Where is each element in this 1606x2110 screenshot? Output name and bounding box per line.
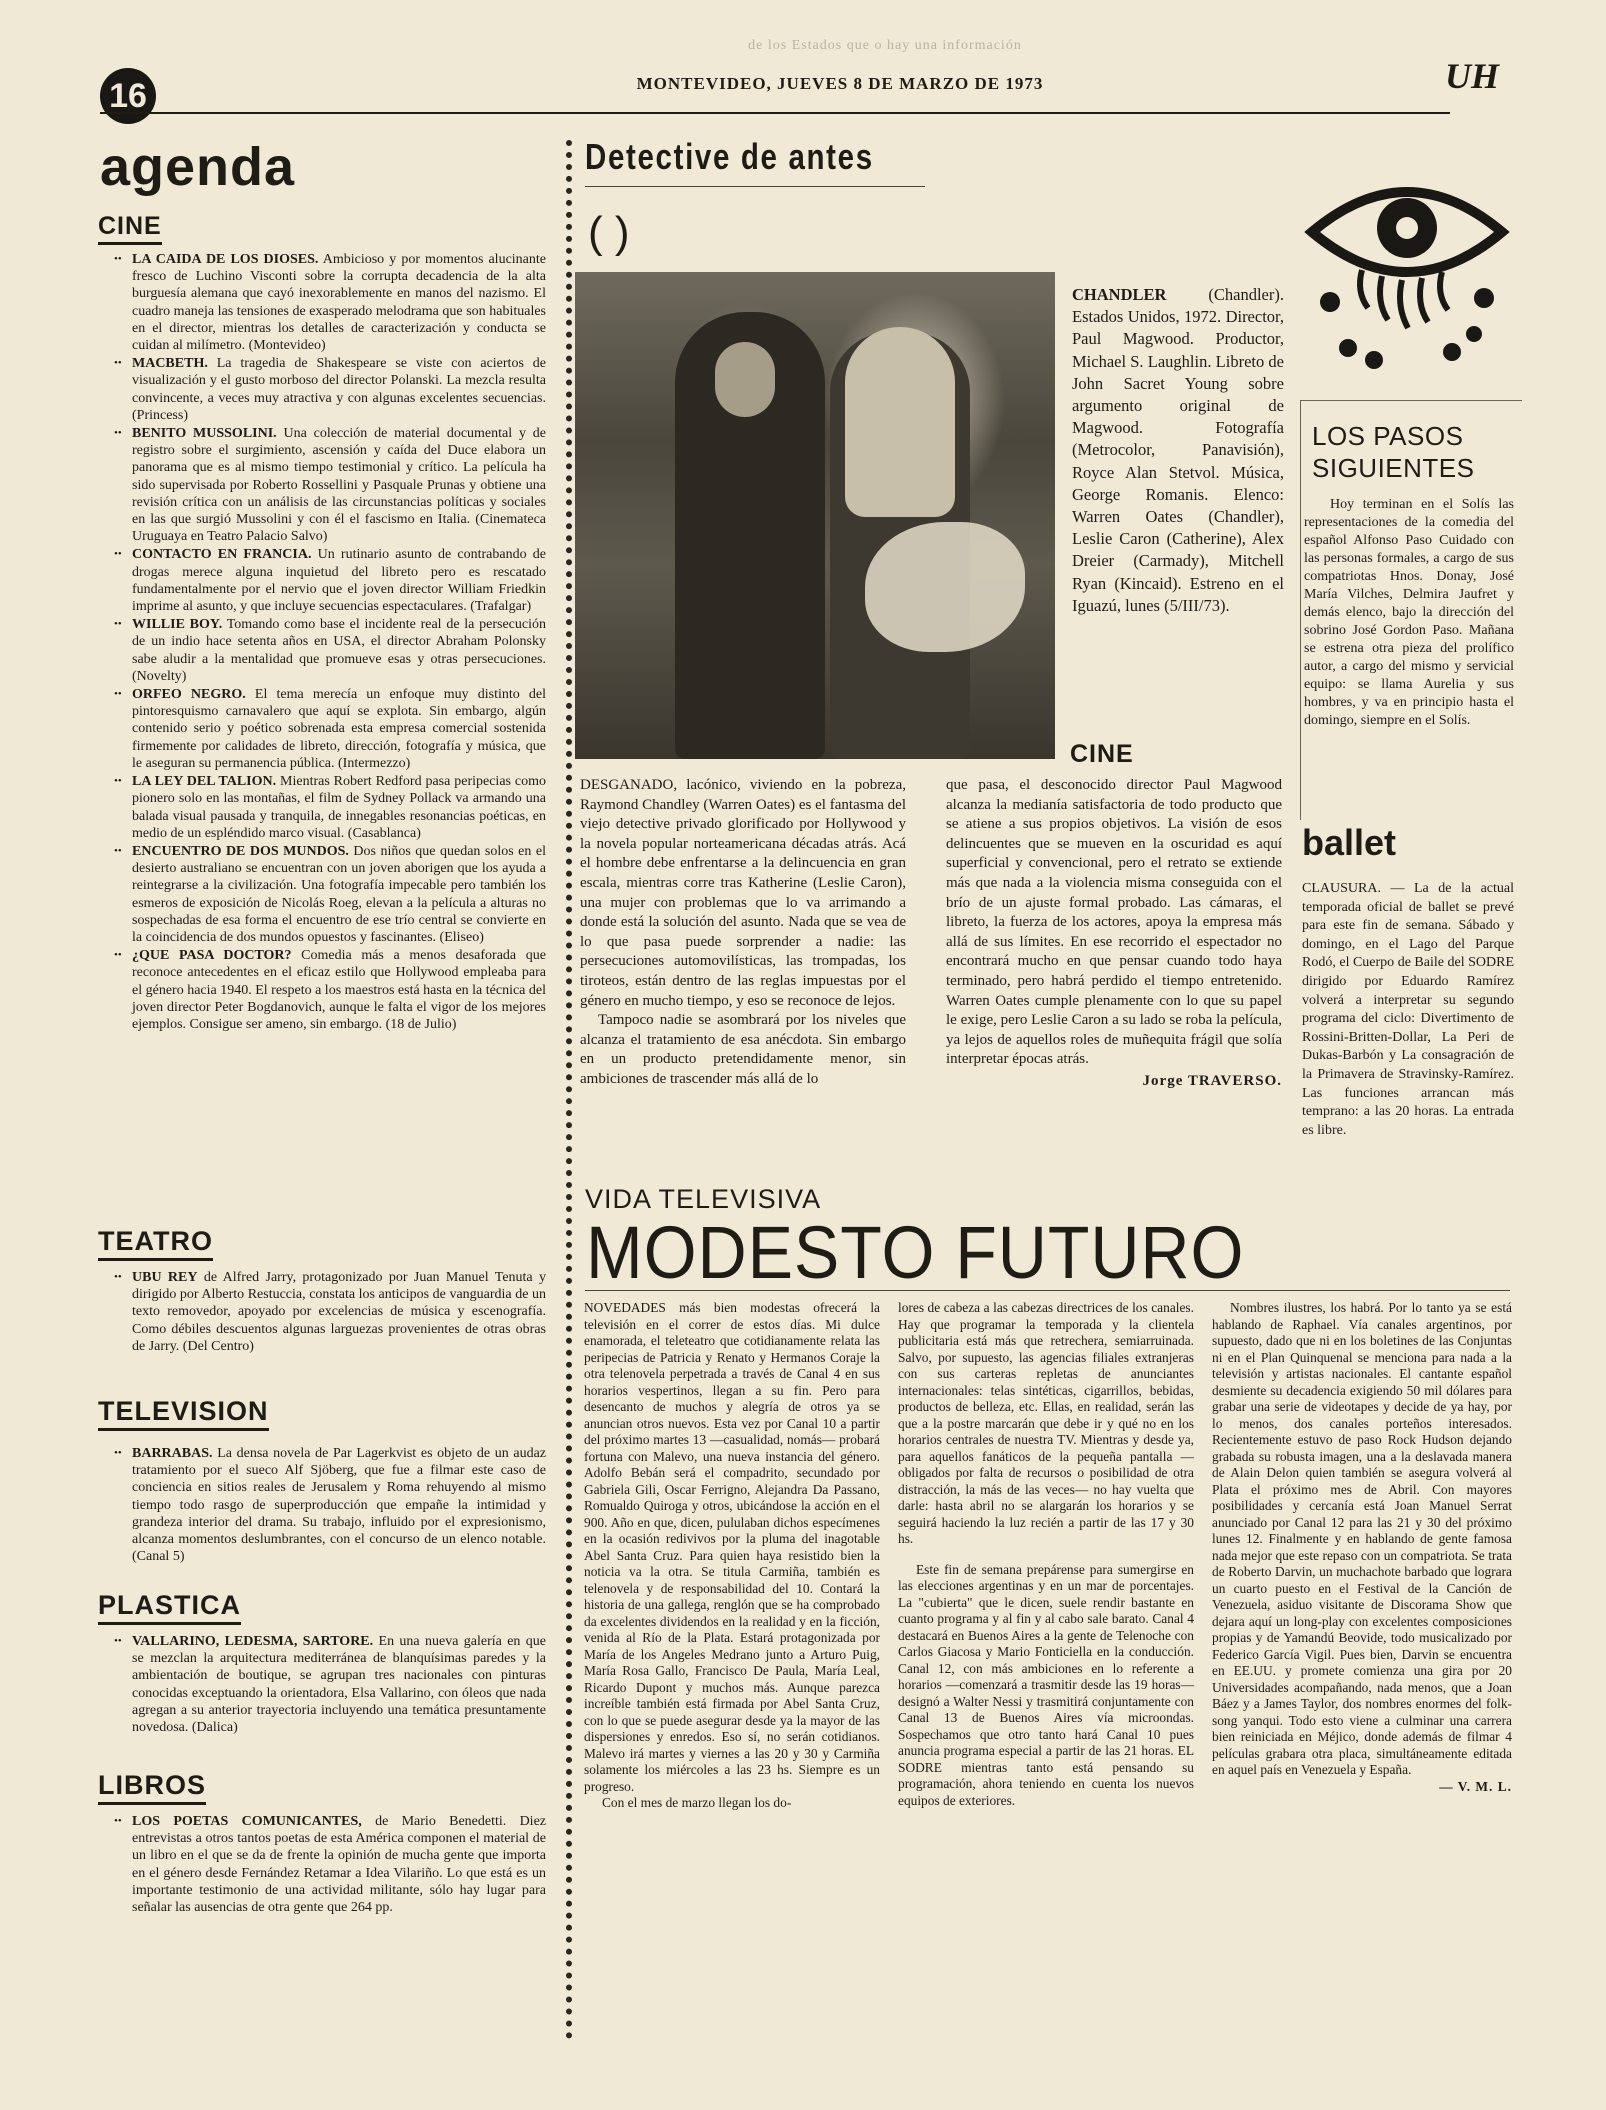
detective-title: Detective de antes [585,136,874,177]
cine-item: •• ENCUENTRO DE DOS MUNDOS. Dos niños que quedan solos en el desierto australiano se encuentran con un joven aborigen que los ayuda a reintegrarse a la civilización. Una fotografía impecable pero también los esmeros de exposición de Nicolás Roeg, elevan a la película a alturas no sospechadas de esa forma el encuentro de ese trío central se convierte en la coincidencia de dos mundos opuestos y fascinantes. (Eliseo) [110,843,546,946]
dateline: MONTEVIDEO, JUEVES 8 DE MARZO DE 1973 [636,74,1044,93]
eye-illustration-icon [1302,162,1512,372]
headline-rule [585,1290,1510,1291]
libros-section [98,1770,546,1917]
newspaper-logo: UH [1445,56,1499,96]
review-column-1 [580,776,906,1090]
vida-paragraph: Con el mes de marzo llegan los do- [602,1795,792,1810]
ballet-title: ballet [1302,822,1397,863]
review-column-2 [946,776,1282,1092]
ballet-text: CLAUSURA. — La de la actual temporada oficial de ballet se prevé para este fin de semana. Sábado y domingo, en el Lago del Parque Rodó, el Cuerpo de Baile del SODRE dirigido por Eduardo Ramírez volverá a interpretar su segundo programa del ciclo: Divertimento de Rossini-Britten-Dollar, La Peri de Dukas-Barbón y La consagración de la Primavera de Stravinsky-Ramírez. Las funciones arrancan más temprano: a las 20 horas. La entrada es libre. [1302,881,1514,1138]
plastica-section [98,1590,546,1737]
vida-paragraph: lores de cabeza a las cabezas directrices de los canales. Hay que programar la temporada y la clientela publicitaria está más que retrechera, semiarruinada. Salvo, por supuesto, las agencias filiales extranjeras con sus carteras repletas de anunciantes internacionales: telas sintéticas, cigarrillos, bebidas, productos de belleza, etc. Ellas, en realidad, serán las que a la postre marcarán que debe ir y qué no en los horarios centrales de nuestra TV. Mientras y desde ya, para aquellos fanáticos de la pequeña pantalla —obligados por falta de recursos o posibilidad de otra distracción, la más de las veces— no hay vuelta que darle: hasta abril no se alargarán los horarios y se seguirá haciendo la luz recién a partir de las 17 y 30 hs. [898,1300,1194,1546]
vida-televisiva-label: VIDA TELEVISIVA [585,1184,822,1214]
cine-item: •• CONTACTO EN FRANCIA. Un rutinario asunto de contrabando de drogas merece alguna inquietud del libreto pero es rescatado fundamentalmente por el nervio que el joven director William Friedkin imprime al asunto, y que incluye secuencias espectaculares. (Trafalgar) [110,546,546,615]
pasos-title-line: SIGUIENTES [1312,453,1475,483]
pasos-text: Hoy terminan en el Solís las representaciones de la comedia del español Alfonso Paso Cuidado con las personas formales, a cargo de sus compatriotas Hnos. Donay, José María Vilches, Delmira Jaufret y demás elenco, bajo la dirección del sobrino José Gordon Paso. Mañana se estrena otra pieza del prolífico autor, a cargo del mismo y servicial equipo: se llama Aurelia y sus hombres, y va en principio hasta el domingo, siempre en el Solís. [1304,497,1514,728]
vida-column-1 [584,1300,880,1812]
film-still-photo [575,272,1055,759]
teatro-item: •• UBU REY de Alfred Jarry, protagonizado por Juan Manuel Tenuta y dirigido por Alberto Restuccia, constata los anticipos de vanguardia de un texto removedor, apoyado por excelencias de música y escenografía. Como débiles descuentos algunas larguezas provenientes de otras obras de Jarry. (Del Centro) [110,1269,546,1355]
cine-review-heading: CINE [1070,740,1134,768]
page-number-badge: 16 [100,68,156,124]
vida-paragraph: Nombres ilustres, los habrá. Por lo tanto ya se está hablando de Raphael. Vía canales argentinos, por supuesto, dado que ni en los boletines de las Conjuntas ni en el Plan Quinquenal se menciona para nada a la televisión y artistas nacionales. El cantante español desmiente su decadencia exigiendo 50 mil dólares para grabar una serie de videotapes y decide de ya hay, por lo menos, dos canales porteños interesados. Recientemente estuvo de paso Rock Hudson dejando grabada su robusta imagen, una a la deslavada manera de Alain Delon quien también se asegura volverá al Plata el próximo mes de Abril. Con mayores posibilidades y cercanía está Joan Manuel Serrat anunciado por Canal 12 para las 21 y 30 del próximo lunes 12. Finalmente y en hablando de gente famosa nada mejor que este repaso con un compatriota. Se trata de Roberto Darvin, un muchachote barbado que lograra un cuarto puesto en el Festival de la Canción de Venezuela, asiduo visitante de Discorama Show que dejara aquí un long-play con excelentes composiciones propias y de Yamandú Beovide, todo musicalizado por Federico García Vigil. Pues bien, Darvin se encuentra en EE.UU. y promete comienza una gira por 20 Universidades acompañando, nada menos, que a Joan Báez y a James Taylor, dos nombres enormes del folk-song yanqui. Todo esto viene a culminar una carrera bien reiniciada en Méjico, donde además de filmar 4 películas grabara otra placa, simultáneamente editada en aquel país en Venezuela y España. [1212,1300,1512,1777]
cine-item: •• ¿QUE PASA DOCTOR? Comedia más a menos desaforada que reconoce antecedentes en el eficaz estilo que Hollywood empleaba para el género hacia 1940. El respeto a los maestros está hasta en la técnica del joven director Peter Bogdanovich, aunque le falta el vigor de los mejores ejemplos. Consigue ser ameno, sin embargo. (18 de Julio) [110,947,546,1033]
libros-heading: LIBROS [98,1770,206,1805]
teatro-heading: TEATRO [98,1226,213,1261]
television-heading: TELEVISION [98,1396,269,1431]
teatro-section [98,1226,546,1356]
review-paragraph: DESGANADO, lacónico, viviendo en la pobreza, Raymond Chandley (Warren Oates) es el fantasma del viejo detective privado glorificado por Hollywood y la novela popular norteamericana décadas atrás. Acá el hombre debe enfrentarse a la delincuencia en gran escala, mientras corre tras Katherine (Leslie Caron), una mujer con problemas que lo va arrimando a donde está la solución del asunto. Nada que se vea de lo que pasa puede sorprender a nadie: las persecuciones automovilísticas, las trompadas, los tiroteos, están dentro de las reglas impuestas por el género en mucho tiempo, y eso se reconoce de lejos. [580,777,906,1009]
cine-list [100,251,546,1033]
pasos-title-line: LOS PASOS [1312,421,1464,451]
television-item: •• BARRABAS. La densa novela de Par Lagerkvist es objeto de un audaz tratamiento por el sueco Alf Sjöberg, que fue a filmar este caso de conciencia en sitios reales de Jerusalem y Roma rehuyendo al mismo tiempo todo rasgo de superproducción que empañe la intimidad y grandeza interior del drama. Su trabajo, influido por el expresionismo, alcanza momentos deslumbrantes, con el concurso de un elenco notable. (Canal 5) [110,1445,546,1565]
photo-man-face [715,342,775,417]
photo-woman-hair [845,327,955,517]
cine-item: •• LA CAIDA DE LOS DIOSES. Ambicioso y por momentos alucinante fresco de Luchino Visconti sobre la corrupta decadencia de la alta burguesía alemana que cayó inexorablemente en manos del nazismo. El cuadro maneja las tensiones de exasperado melodrama que son habituales en el director, mientras los detalles de caracterización y conducta se cuidan al milímetro. (Montevideo) [110,251,546,354]
television-section [98,1396,546,1566]
cine-item: •• ORFEO NEGRO. El tema merecía un enfoque muy distinto del pintoresquismo carnavalero que aquí se explota. Sin embargo, algún contenido serio y poético sobrenada esta empresa comercial sostenida firmemente por calidades de libreto, dirección, fotografía y música, que le aseguran su permanencia pública. (Intermezzo) [110,686,546,772]
film-credits: CHANDLER (Chandler). Estados Unidos, 1972. Director, Paul Magwood. Productor, Michael S. Laughlin. Libreto de John Sacret Young sobre argumento original de Magwood. Fotografía (Metrocolor, Panavisión), Royce Alan Stetvol. Música, George Romanis. Elenco: Warren Oates (Chandler), Leslie Caron (Catherine), Alex Dreier (Carmady), Mitchell Ryan (Kincaid). Estreno en el Iguazú, lunes (5/III/73). [1072,285,1284,615]
vida-column-2 [898,1300,1194,1809]
pasos-title [1312,420,1474,484]
agenda-title: agenda [100,137,296,197]
vida-paragraph: Este fin de semana prepárense para sumergirse en las elecciones argentinas y en un mar de porcentajes. La "cubierta" que le dicen, suele rendir bastante en cuanto programa y al fin y al cabo sale barato. Canal 4 destacará en Buenos Aires a la gente de Telenoche con Carlos Giacosa y Mario Fonticiella en la conducción. Canal 12, con más ambiciones en lo referente a horarios —comenzará a trasmitir desde las 19 horas— designó a Walter Nessi y trasmitirá conjuntamente con Canal 13 de Buenos Aires vía microondas. Sospechamos que otro tanto hará Canal 10 pues anuncia programa especial a partir de las 21 horas. EL SODRE mientras tanto está pensando su programación, ahora teniendo en cuenta los nuevos equipos de exteriores. [898,1561,1194,1808]
review-byline: Jorge TRAVERSO. [1142,1072,1282,1089]
cine-item: •• LA LEY DEL TALION. Mientras Robert Redford pasa peripecias como pionero solo en las montañas, el film de Sydney Pollack va armando una balada visual pausada y tranquila, de innegables resonancias poéticas, en medio de un espléndido marco visual. (Casablanca) [110,773,546,842]
cine-item: •• MACBETH. La tragedia de Shakespeare se viste con aciertos de visualización y el gusto morboso del director Polanski. La mezcla resulta convincente, a veces muy atractiva y con algunas excelentes secuencias. (Princess) [110,355,546,424]
review-paragraph: que pasa, el desconocido director Paul Magwood alcanza la medianía satisfactoria de todo producto que se atiene a sus propios objetivos. La visión de esos delincuentes que se mueven en la oscuridad es aquí superficial y convencional, pero el retrato se extiende más que nada a la violencia misma conseguida con el brío de un ajuste formal probado. Las cámaras, el libreto, la fuerza de los actores, apoya la empresa más allá de sus límites. En ese recorrido el espectador no encontrará mucho en que pensar cuando todo haya terminado, pero habrá perdido el tiempo entretenido. Warren Oates cumple plenamente con lo que su papel le exige, pero Leslie Caron a su lado se roba la película, ya lejos de aquellos roles de muñequita frágil que solía interpretar épocas atrás. [946,777,1282,1068]
cine-item: •• BENITO MUSSOLINI. Una colección de material documental y de registro sobre el surgimiento, ascensión y caída del Duce elabora un panorama que es al mismo tiempo testimonial y crítico. La película ha sido supervisada por Roberto Rossellini y Pasquale Prunas y obtiene una revisión crítica con un análisis de las circunstancias políticas y sociales en las que surgió Mussolini y con él el fascismo en Italia. (Cinemateca Uruguaya en Teatro Palacio Salvo) [110,425,546,545]
review-paragraph: Tampoco nadie se asombrará por los niveles que alcanza el tratamiento de esa anécdota. Sin embargo en un producto pretendidamente menor, sin ambiciones de trascender más allá de lo [580,1012,906,1087]
detective-title-rule [585,186,925,187]
photo-scarf [865,522,1025,652]
plastica-item: •• VALLARINO, LEDESMA, SARTORE. En una nueva galería en que se mezclan la arquitectura mediterránea de blanquísimas paredes y la ambientación de boutique, se agrupan tres nacionales con pinturas conocidas exceptuando la orientadora, Elsa Vallarino, con óleos que nada agregan a su anterior trayectoria incluyendo una temática presuntamente novedosa. (Dalica) [110,1633,546,1736]
vida-paragraph: NOVEDADES más bien modestas ofrecerá la televisión en el correr de estos días. Mi dulce enamorada, el teleteatro que cotidianamente relata las peripecias de Patricia y Renato y Hermanos Coraje la otra telenovela perpetrada a través de Canal 4 en sus horarios vespertinos, llegan a su fin. Pero para desencanto de muchos y alegría de otros ya se anuncian otros nuevos. Esta vez por Canal 10 a partir del próximo martes 13 —casualidad, nomás— probará fortuna con Malevo, una nueva instancia del género. Adolfo Bebán será el compadrito, secundado por Gabriela Gili, Oscar Ferrigno, Alejandra Da Passano, Romualdo Quiroga y otros, ubicándose la acción en el 900. Año en que, dicen, pululaban dichos especímenes en la ocasión redivivos por la pluma del inagotable Abel Santa Cruz. Para quien haya resistido bien la noticia va la otra. Se titula Carmiña, también es telenovela y de responsabilidad del 10. Contará la historia de una gallega, renglón que se ha comprobado da excelentes dividendos en la realidad y en la ficción, venida al Río de la Plata. Estará protagonizada por María de los Angeles Medrano junto a Arturo Puig, María Rosa Gallo, Francisco De Paula, María Leal, Ricardo Dupont y muchos más. Aunque parezca increíble también está firmada por Abel Santa Cruz, con lo que se puede asegurar desde ya la mayor de las dispersiones y enredos. Eso sí, no serán cotidianos. Malevo irá martes y viernes a las 20 y 30 y Carmiña solamente los miércoles a las 23 hs. Siempre es un progreso. [584,1300,880,1794]
faint-header-text: de los Estados que o hay una información [748,38,1022,53]
cine-item: •• WILLIE BOY. Tomando como base el incidente real de la persecución de un indio hace setenta años en USA, el director Abraham Polonsky sabe aludir a la mentalidad que promueve esas y otras persecuciones. (Novelty) [110,616,546,685]
header-rule [100,112,1450,114]
vida-column-3 [1212,1300,1512,1795]
cine-heading: CINE [98,212,162,245]
modesto-futuro-headline: MODESTO FUTURO [586,1211,1245,1294]
agenda-column [100,212,546,1034]
rating-marker: ( ) [588,208,630,257]
vida-byline: — V. M. L. [1439,1778,1512,1794]
column-divider [566,140,572,2040]
plastica-heading: PLASTICA [98,1590,241,1625]
libros-item: •• LOS POETAS COMUNICANTES, de Mario Benedetti. Diez entrevistas a otros tantos poetas de esta América componen el material de un libro en el que se da de frente la opinión de mucha gente que importa en el género desde Fernández Retamar a Idea Vilariño. Lo que está es un importante testimonio de una actividad militante, sólo hay lugar para señalar las ausencias de otra gente que 264 pp. [110,1813,546,1916]
